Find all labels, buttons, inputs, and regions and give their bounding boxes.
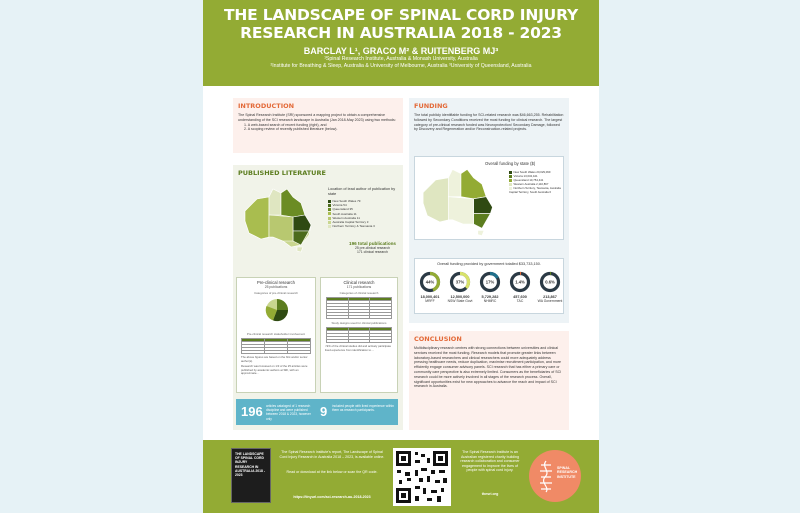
conclusion-title: CONCLUSION (414, 335, 462, 343)
published-literature-section (233, 165, 403, 430)
report-cover: THE LANDSCAPE OF SPINAL CORD INJURY RESEARCH IN AUSTRALIA 2018 - 2023 (231, 448, 271, 503)
stat-lived-experience: 9 (320, 404, 328, 419)
authors: BARCLAY L¹, GRACO M² & RUITENBERG MJ³ (303, 46, 499, 56)
legend-item: Victoria 13,034,421 (509, 175, 563, 179)
funding-amount: 213,867 (543, 295, 557, 299)
funding-map-title: Overall funding by state ($) (485, 161, 536, 166)
logo-text: SPINAL RESEARCH INSTITUTE (557, 466, 578, 479)
introduction-section (233, 98, 403, 153)
poster-title: THE LANDSCAPE OF SPINAL CORD INJURY RESEARCH IN AUSTRALIA 2018 - 2023 (224, 6, 578, 42)
funding-source: MRFF (425, 299, 435, 303)
qr-code[interactable] (393, 448, 451, 506)
introduction-text: The Spinal Research Institute (SRI) sponsored a mapping project to obtain a comprehensive understanding of the SCI research landscape in Australia (Jan 2018-May 2023) using two methods: (238, 113, 396, 122)
funding-donut (449, 271, 471, 293)
funding-map-card (414, 156, 564, 240)
australia-map-funding (421, 167, 503, 237)
poster (203, 0, 599, 513)
sri-logo (529, 450, 581, 502)
legend-item: Queensland 10,754,441 (509, 179, 563, 183)
australia-map-publications (243, 187, 321, 253)
affiliation-2: ²Institute for Breathing & Sleep, Australia & University of Melbourne, Australia ³University of Queensland, Australia (270, 63, 532, 69)
legend-item: Australia Capital Territory 3 (328, 220, 375, 224)
funding-donut-pct: 1.4% (515, 279, 525, 285)
funding-donut (509, 271, 531, 293)
about-sri-text: The Spinal Research Institute is an Australian registered charity building research collaboration and consumer engagement to improve the lives of people with spinal cord injury. (460, 450, 520, 473)
legend-item: New South Wales 79 (328, 199, 375, 203)
funding-source: NHMRC (483, 299, 497, 303)
introduction-item: 2. A scoping review of recently published literature (below). (244, 127, 338, 132)
funding-amount: 457,600 (513, 295, 527, 299)
funding-donut-label (536, 295, 564, 303)
sri-website[interactable]: thesri.org (481, 492, 499, 496)
poster-footer (203, 440, 599, 513)
preclinical-table (241, 338, 311, 354)
publication-totals: 196 total publications 25 pre-clinical research 171 clinical research (345, 241, 400, 254)
introduction-item: 1. A web-based search of recent funding (right), and (244, 122, 327, 127)
conclusion-section (409, 331, 569, 430)
government-funding-card (414, 258, 564, 314)
introduction-title: INTRODUCTION (238, 102, 295, 110)
funding-amount: 5,729,282 (481, 295, 499, 299)
legend-item: Western Australia 11 (328, 216, 375, 220)
funding-donut-label (506, 295, 534, 303)
funding-donut (539, 271, 561, 293)
legend-item: New South Wales 20,029,099 (509, 171, 563, 175)
funding-legend (509, 171, 563, 195)
clinical-card: Clinical research 171 publications Categories of clinical research Study designs used for clinical publications <9% of the clinical studies did and actively participate lived experience from identification to.... (320, 277, 398, 393)
funding-donut-label (476, 295, 504, 303)
government-funding-title: Overall funding provided by government totalled $33,733,150. (437, 262, 541, 266)
legend-item: Victoria 54 (328, 203, 375, 207)
report-link[interactable]: https://tinyurl.com/sci-research-au-2018-2023 (293, 495, 371, 499)
legend-item: Western Australia 2,110,867 (509, 183, 563, 187)
preclinical-pie (237, 295, 316, 325)
legend-item: South Australia 11 (328, 212, 375, 216)
map-caption: Location of lead author of publication by state (328, 187, 396, 196)
funding-donut-pct: 0.6% (545, 279, 555, 285)
poster-header (203, 0, 599, 86)
preclinical-card: Pre-clinical research 25 publications Categories of pre-clinical research Pre-clinical research stakeholder involvement The above figures are based on the first and/or senior author(s). Research was focussed on 1/3 of the 25 articles were published by academic authors at SRI, with an approximate... (236, 277, 316, 393)
funding-source: WA Government (537, 299, 563, 303)
funding-donut-label (416, 295, 444, 303)
funding-text: The total publicly identifiable funding for SCI-related research was $46,663,255. Rehabilitation followed by Secondary Conditions received the most funding for clinical research. The largest category of pre-clinical research funded was Neuroprotection/ Secondary Damage, followed by Discovery and Regeneration and/or Reconstruction-related projects. (414, 113, 564, 132)
legend-item: Northern Territory, Tasmania, Australia Capital Territory, South Australia 0 (509, 186, 561, 195)
total-publications: 196 total publications (349, 241, 396, 246)
funding-source: NSW State Govt (447, 299, 473, 303)
funding-donut-pct: 37% (455, 279, 465, 285)
affiliation-1: ¹Spinal Research Institute, Australia & Monash University, Australia (324, 56, 478, 62)
conclusion-text: Multidisciplinary research centres with strong connections between universities and clinical services received the most funding. Research models that promote greater links between laboratory-based researchers and clinical researchers could more adequately address pressing healthcare needs, reduce duplication, maximise recruitment participation, and more efficiently engage consumer advisory panels. SCI research that has either a primary care or community care perspective is also extremely limited. Consumers as the beneficiaries of SCI research could be more actively involved in all stages of the research process. Overall, significant opportunities exist for new approaches to advance the reach and impact of SCI research in Australia. (414, 346, 562, 389)
stat-articles: 196 (241, 404, 263, 419)
funding-source: TAC (516, 299, 524, 303)
study-design-table (326, 327, 392, 343)
funding-amount: 18,000,401 (420, 295, 440, 299)
legend-item: Northern Territory & Tasmania 3 (328, 224, 375, 228)
funding-donut (479, 271, 501, 293)
legend-item: Queensland 35 (328, 207, 375, 211)
report-text: The Spinal Research Institute's report, The Landscape of Spinal Cord Injury Research in Australia 2018 – 2023, is available online. (279, 450, 385, 459)
publications-legend (328, 199, 375, 228)
funding-section (409, 98, 569, 323)
funding-donut-pct: 17% (485, 279, 495, 285)
stats-banner: 196 articles cataloged of 1 research discipline and were published between 2018 & 2023, however only 9 included people with lived experience within them as research participants. (236, 399, 398, 425)
funding-donut (419, 271, 441, 293)
clinical-categories-table (326, 297, 392, 319)
donut-row (415, 269, 565, 313)
download-text: Read or download at the link below or scan the QR code. (286, 470, 378, 474)
published-title: PUBLISHED LITERATURE (238, 169, 326, 177)
spine-logo-icon (535, 459, 557, 493)
funding-amount: 12,500,000 (450, 295, 470, 299)
funding-donut-label (446, 295, 474, 303)
funding-donut-pct: 44% (425, 279, 435, 285)
funding-title: FUNDING (414, 102, 448, 110)
